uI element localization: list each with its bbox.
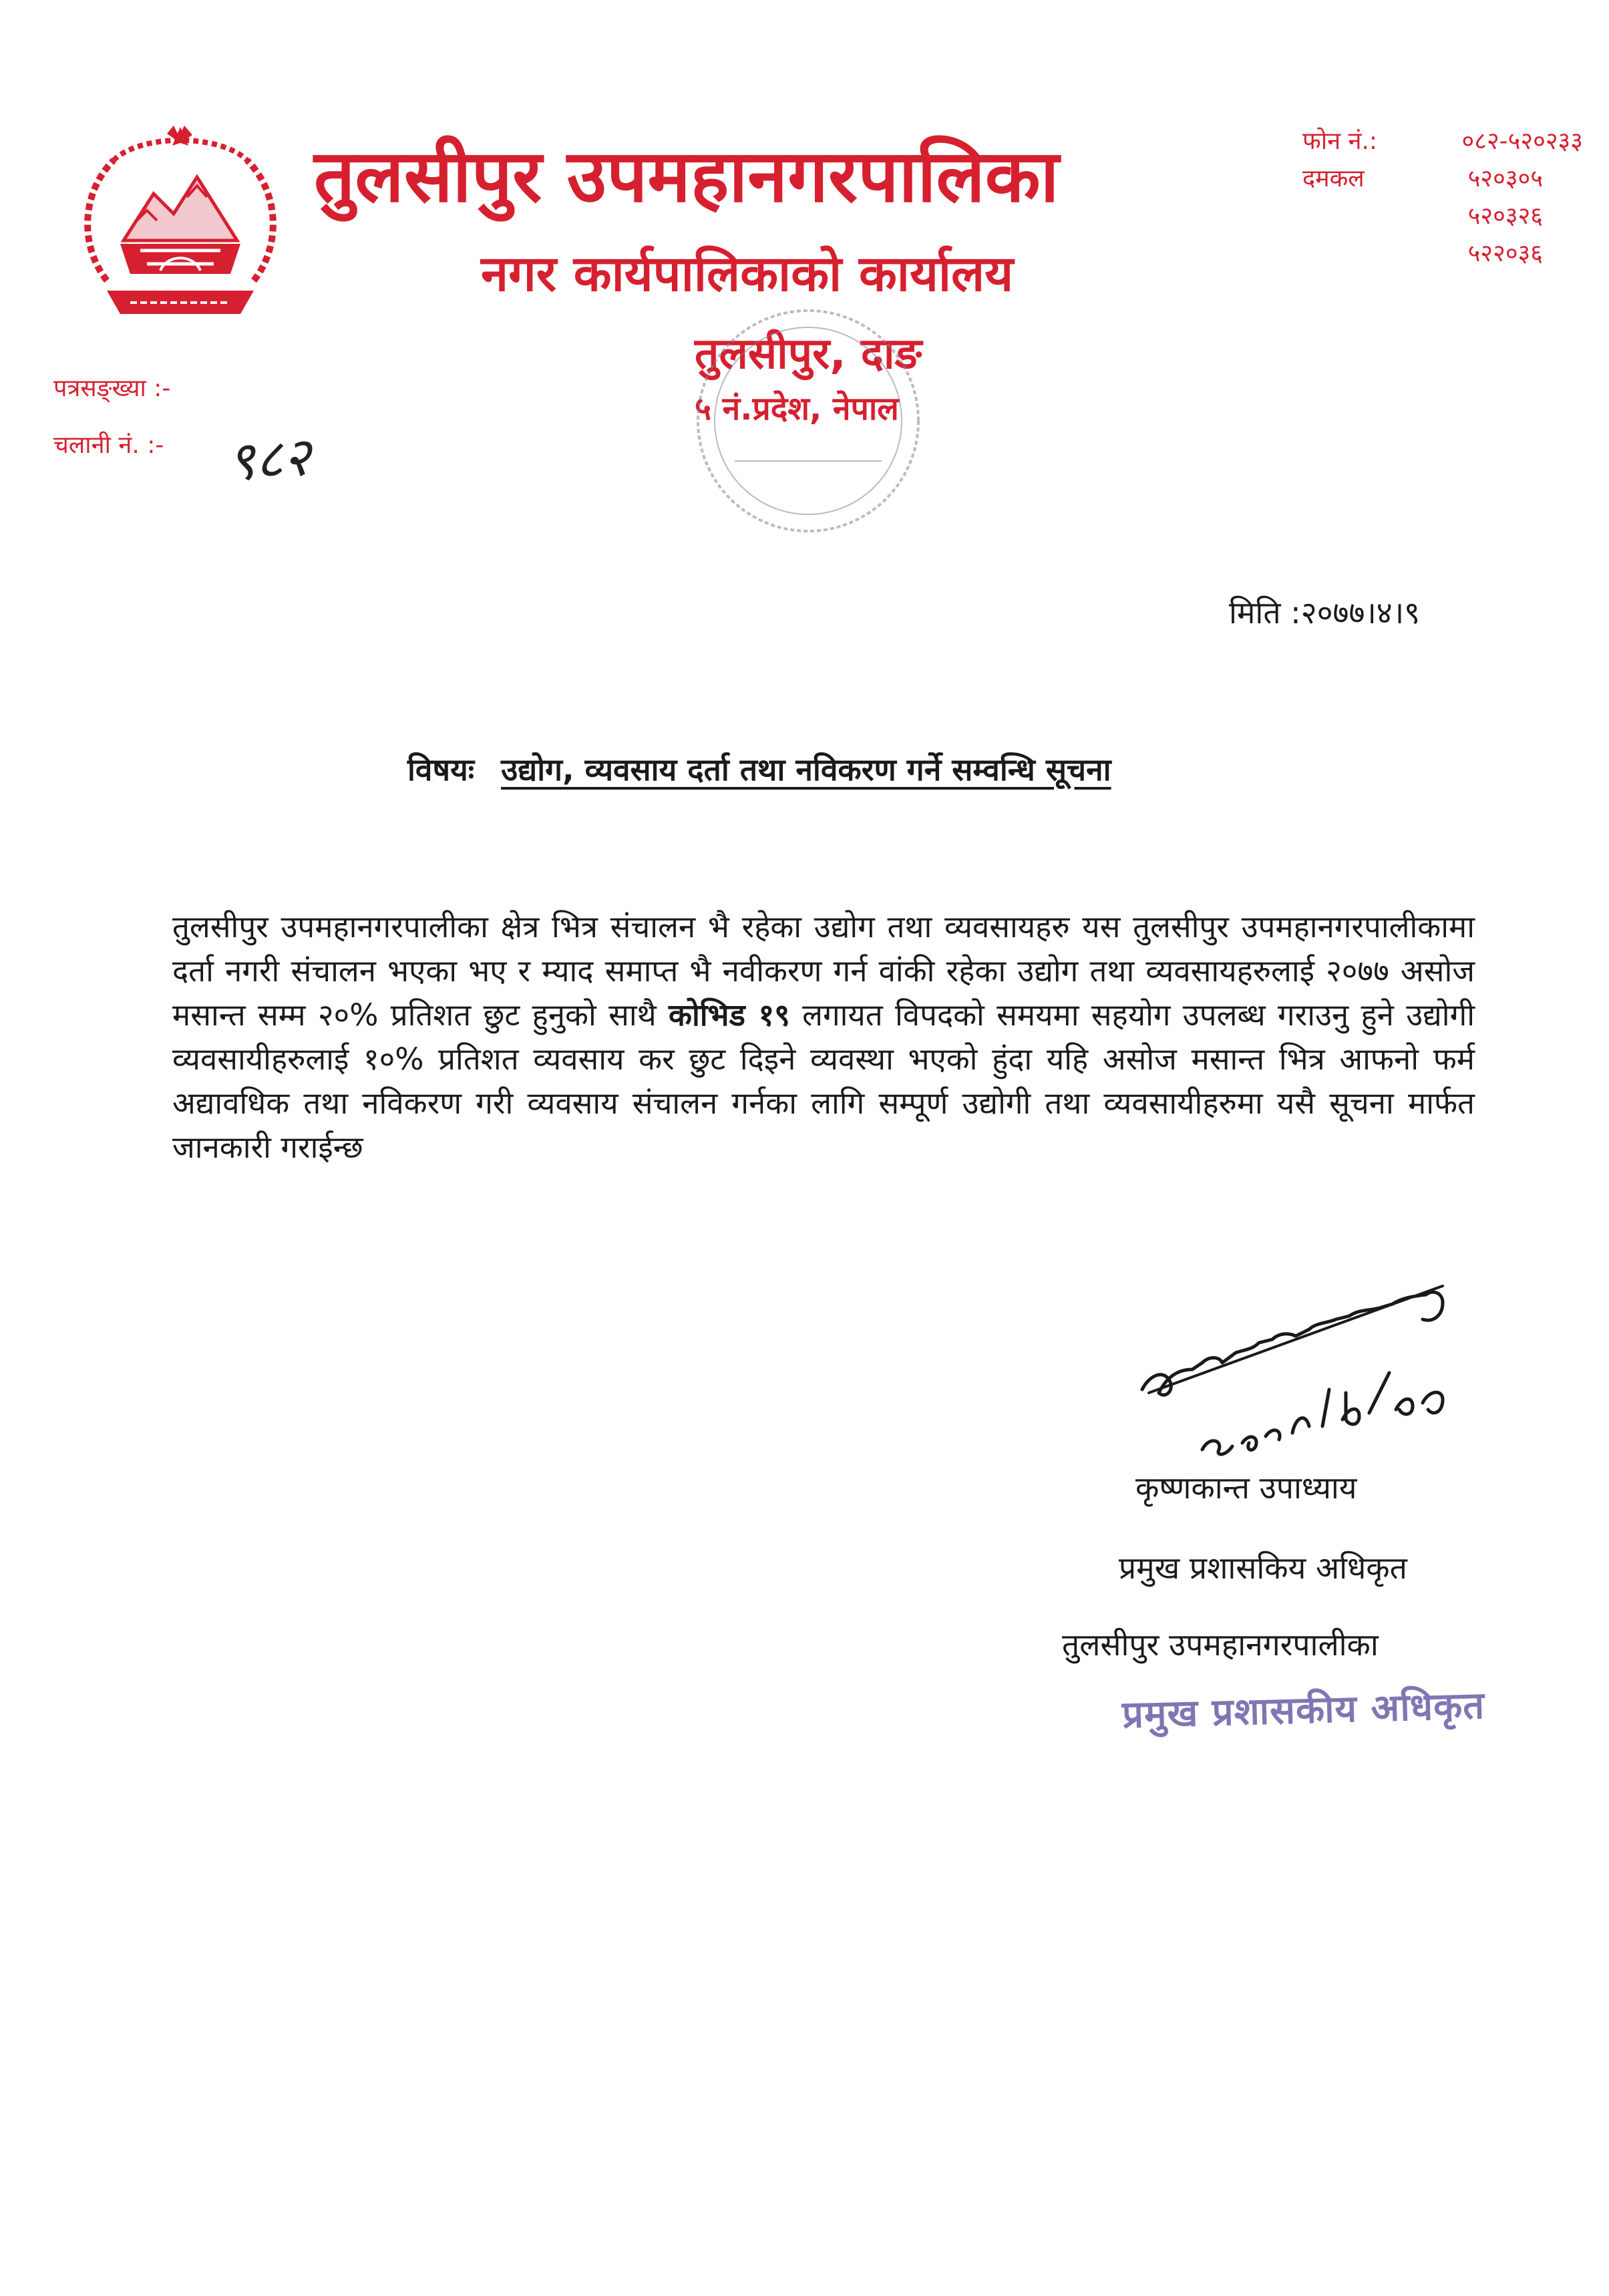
body-text-part1: तुलसीपुर उपमहानगरपालीका क्षेत्र भित्र संचालन भै रहेका उद्योग तथा व्यवसायहरु यस तुलसीपुर उपमहानगरपालीकामा दर्ता नगरी संचालन भएका भए र म्याद समाप्त भै नवीकरण गर्न वांकी रहेका उद्योग तथा व्यवसायहरुलाई २०७७ असोज मसान्त सम्म २०% प्रतिशत छुट हुनुको साथै xyxy=(172,909,1475,1033)
phone-label: फोन नं.: xyxy=(1302,128,1378,155)
fire-number: ५२२०३६ xyxy=(1467,240,1543,267)
letter-number-label: पत्रसङ्ख्या :- xyxy=(53,375,171,402)
phone-row xyxy=(1302,124,1583,161)
fire-number: ५२०३२६ xyxy=(1467,202,1543,230)
signatory-name: कृष्णकान्त उपाध्याय xyxy=(1135,1470,1357,1506)
subject-text: उद्योग, व्यवसाय दर्ता तथा नविकरण गर्ने सम्वन्धि सूचना xyxy=(501,752,1111,788)
contact-block xyxy=(1302,124,1583,273)
notice-body xyxy=(172,905,1475,1170)
fire-label: दमकल xyxy=(1302,165,1365,192)
office-seal-icon xyxy=(688,294,928,548)
subject-label: विषयः xyxy=(407,752,475,788)
fire-row xyxy=(1302,236,1583,273)
body-text-bold: कोभिड १९ xyxy=(669,997,790,1033)
phone-number: ०८२-५२०२३३ xyxy=(1461,128,1583,155)
dispatch-number-handwritten: ९८२ xyxy=(225,425,313,494)
dispatch-number-label: चलानी नं. :- xyxy=(53,432,164,459)
body-text-part2: लगायत विपदको समयमा सहयोग उपलब्ध गराउनु हुने उद्योगी व्यवसायीहरुलाई १०% प्रतिशत व्यवसाय कर छुट दिइने व्यवस्था भएको हुंदा यहि असोज मसान्त भित्र आफनो फर्म अद्यावधिक तथा नविकरण गरी व्यवसाय संचालन गर्नका लागि सम्पूर्ण उद्योगी तथा व्यवसायीहरुमा यसै सूचना मार्फत जानकारी गराईन्छ xyxy=(172,997,1475,1165)
fire-number: ५२०३०५ xyxy=(1467,165,1543,192)
handwritten-signature xyxy=(1129,1256,1476,1470)
fire-row xyxy=(1302,161,1583,198)
nepal-government-emblem-icon xyxy=(67,114,294,341)
signatory-title: प्रमुख प्रशासकिय अधिकृत xyxy=(1119,1550,1407,1586)
signatory-organization: तुलसीपुर उपमहानगरपालीका xyxy=(1062,1627,1379,1663)
official-stamp: प्रमुख प्रशासकीय अधिकृत xyxy=(1121,1683,1485,1738)
date-line xyxy=(1229,591,1420,633)
office-title: नगर कार्यपालिकाको कार्यालय xyxy=(481,245,1014,303)
org-title: तुलसीपुर उपमहानगरपालिका xyxy=(314,135,1059,218)
date-value: २०७७।४।९ xyxy=(1300,595,1421,631)
subject-line xyxy=(407,748,1111,790)
date-label: मिति : xyxy=(1229,595,1301,631)
address-line-1: तुलसीपुर, दाङ xyxy=(695,329,922,379)
address-line-2: ५ नं.प्रदेश, नेपाल xyxy=(695,390,899,428)
fire-row xyxy=(1302,198,1583,236)
